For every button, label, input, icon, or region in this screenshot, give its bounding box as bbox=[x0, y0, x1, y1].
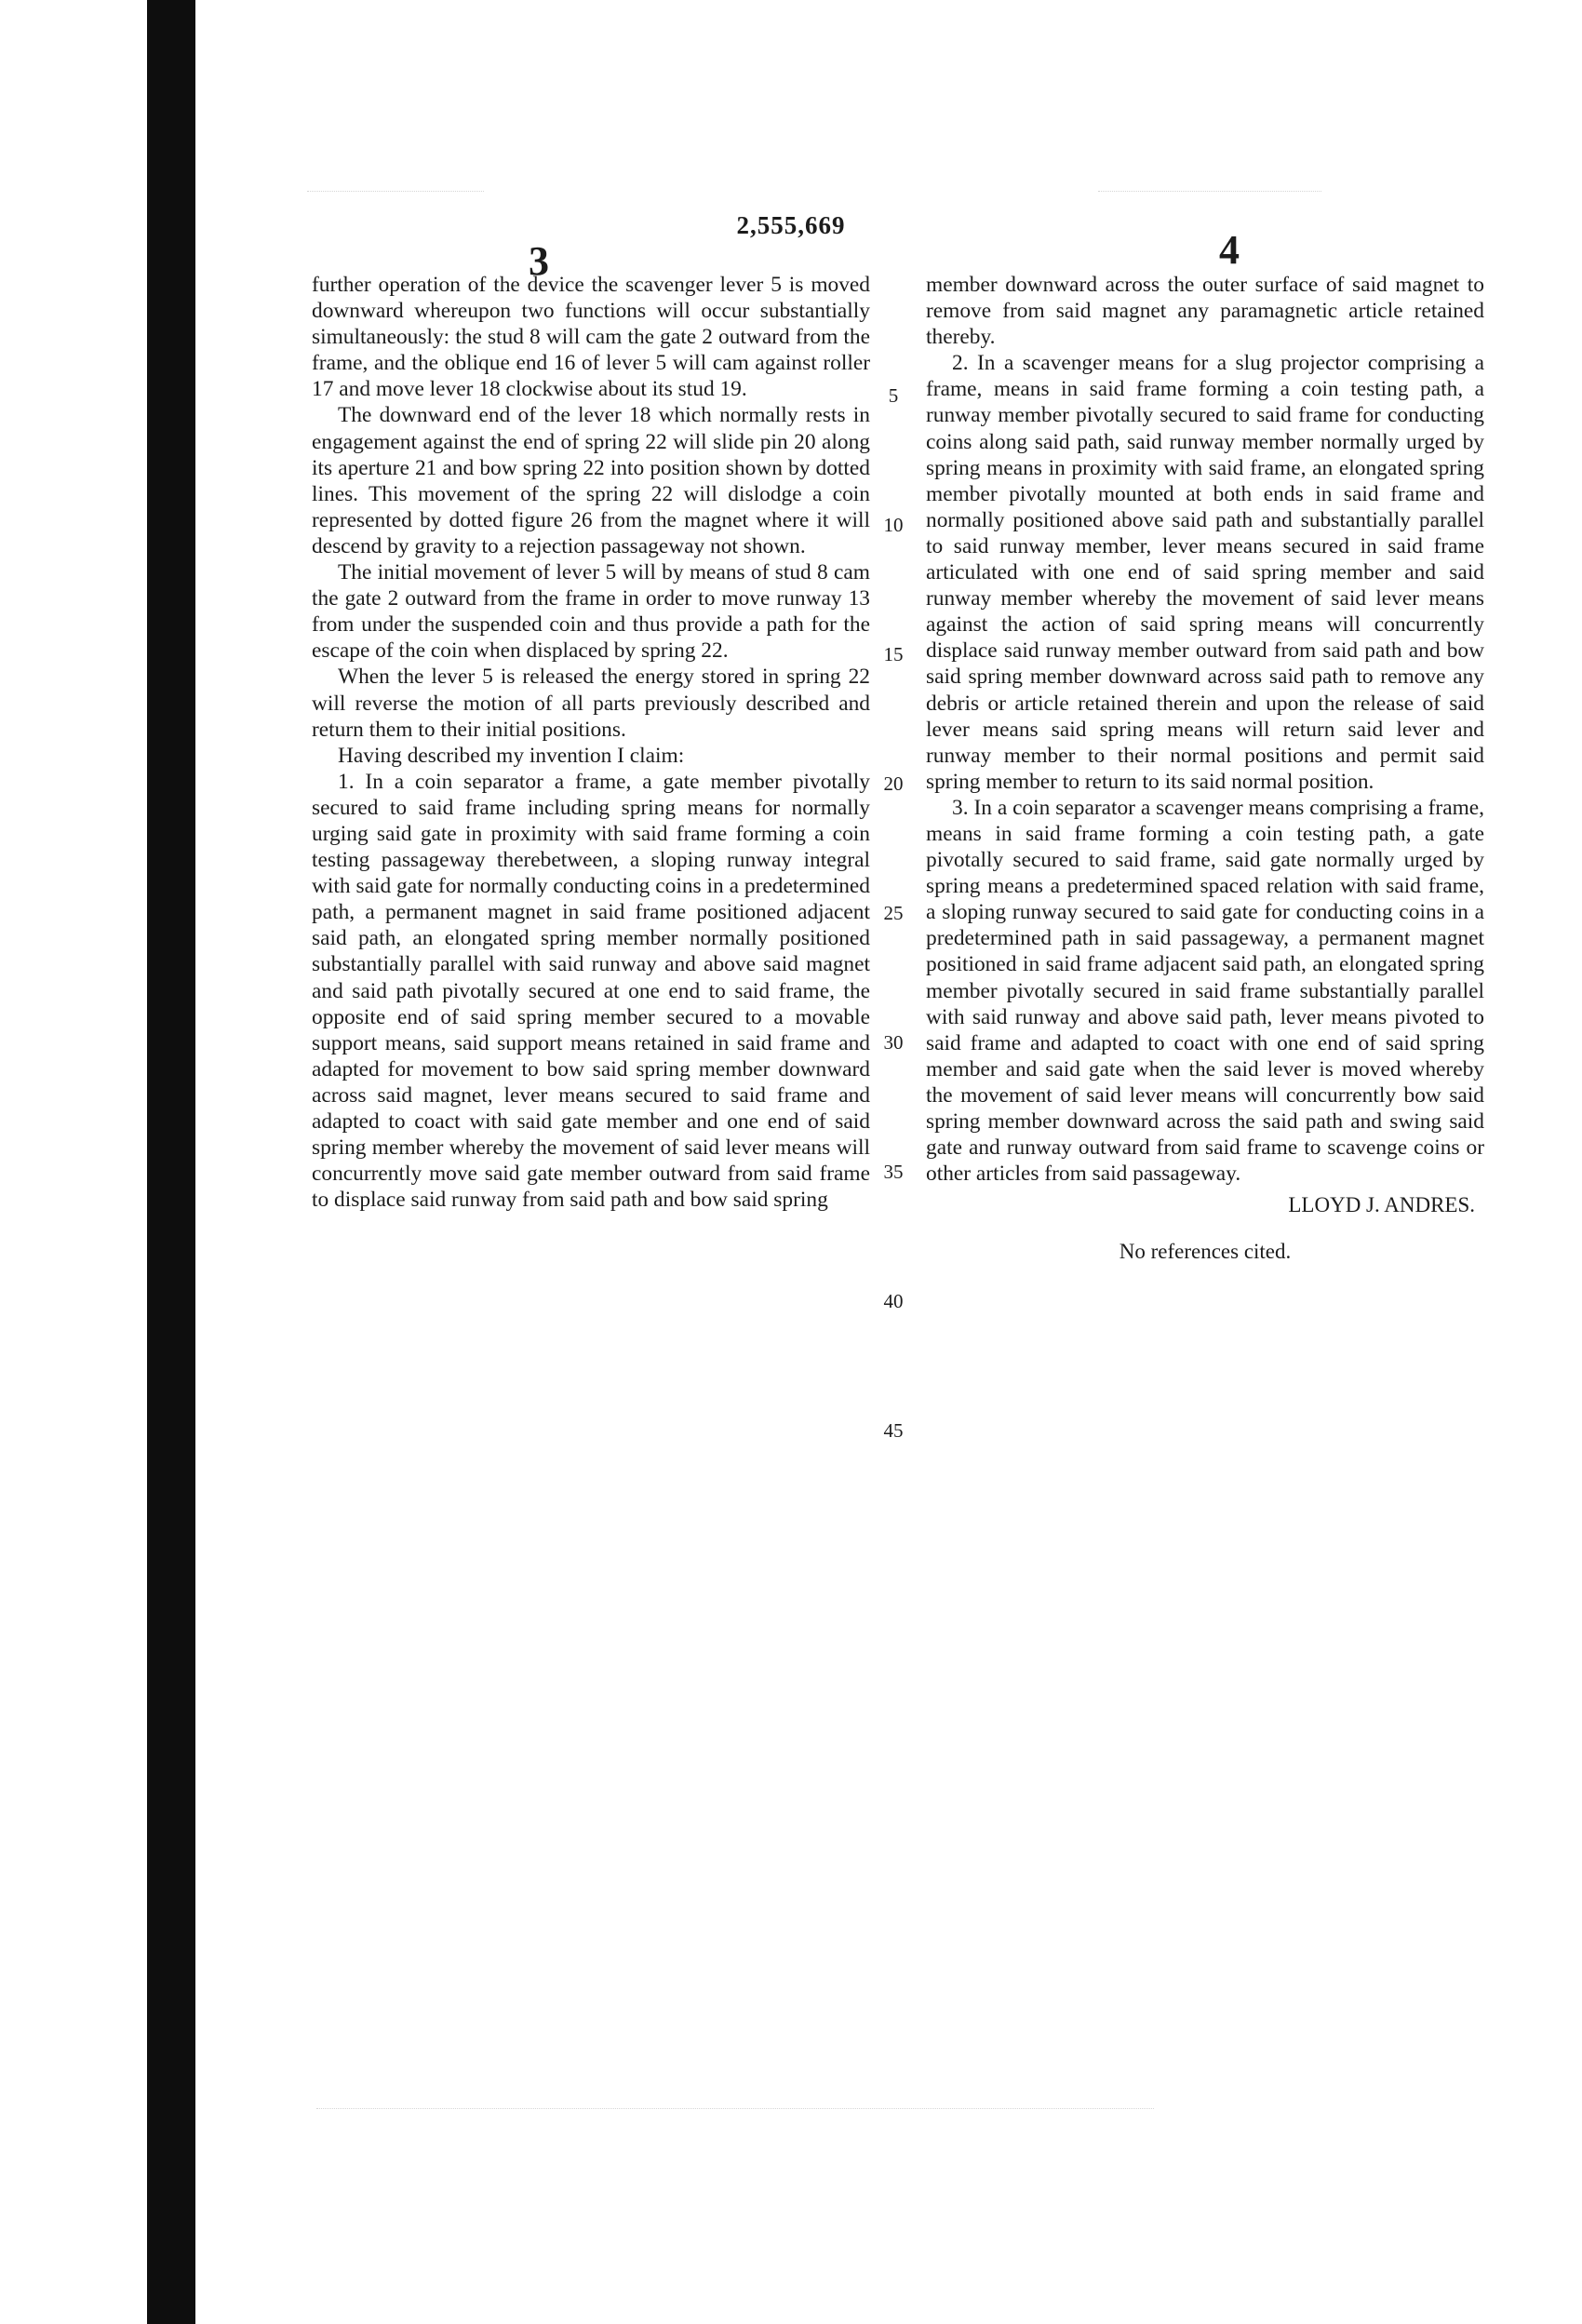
patent-number: 2,555,669 bbox=[736, 211, 846, 239]
scan-edge-bar bbox=[147, 0, 195, 2324]
scan-speckle bbox=[316, 2108, 1154, 2109]
paragraph: When the lever 5 is released the energy stored in spring 22 will reverse the motion of all parts previously described and return them to their initial positions. bbox=[312, 665, 870, 742]
paragraph: member downward across the outer surface of said magnet to remove from said magnet any paramagnetic article retained thereby. bbox=[926, 273, 1484, 350]
claim-1: 1. In a coin separator a frame, a gate member pivotally secured to said frame including spring means for normally urging said gate in proximity with said frame forming a coin testing passageway therebetween, a sloping runway integral with said gate for normally conducting coins in a predetermined path, a permanent magnet in said frame positioned adjacent said path, an elongated spring member normally positioned substantially parallel with said runway and above said magnet and said path pivotally secured at one end to said frame, the opposite end of said spring member secured to a movable support means, said support means retained in said frame and adapted for movement to bow said spring member downward across said magnet, lever means secured to said frame and adapted to coact with said gate member and one end of said spring member whereby the movement of said lever means will concurrently move said gate member outward from said frame to displace said runway from said path and bow said spring bbox=[312, 769, 870, 1213]
paragraph: The downward end of the lever 18 which normally rests in engagement against the end of spring 22 will slide pin 20 along its aperture 21 and bow spring 22 into position shown by dotted lines. This movement of the spring 22 will dislodge a coin represented by dotted figure 26 from the magnet where it will descend by gravity to a rejection passageway not shown. bbox=[312, 403, 870, 558]
line-number: 5 bbox=[888, 384, 899, 407]
references-note: No references cited. bbox=[1119, 1240, 1292, 1264]
scan-speckle bbox=[1098, 191, 1321, 192]
line-number: 35 bbox=[883, 1161, 904, 1183]
right-column bbox=[926, 272, 1484, 1265]
paragraph: The initial movement of lever 5 will by means of stud 8 cam the gate 2 outward from the frame in order to move runway 13 from under the suspended coin and thus provide a path for the escape of the coin when displaced by spring 22. bbox=[312, 560, 870, 664]
line-number: 20 bbox=[883, 772, 904, 795]
line-number: 30 bbox=[883, 1031, 904, 1054]
line-number: 10 bbox=[883, 514, 904, 536]
line-number: 25 bbox=[883, 902, 904, 924]
scan-speckle bbox=[307, 191, 484, 192]
inventor-signature: LLOYD J. ANDRES. bbox=[1288, 1193, 1475, 1217]
line-number: 40 bbox=[883, 1290, 904, 1312]
claim-3: 3. In a coin separator a scavenger means comprising a frame, means in said frame forming a coin testing path, a gate pivotally secured to said frame, said gate normally urged by spring means a predetermined spaced relation with said frame, a sloping runway secured to said gate for conducting coins in a predetermined path in said passageway, a permanent magnet positioned in said frame adjacent said path, an elongated spring member pivotally secured in said frame substantially parallel with said runway and above said path, lever means pivoted to said frame and adapted to coact with one end of said spring member and said gate when the said lever is moved whereby the movement of said lever means will concurrently bow said spring member downward across the said path and swing said gate and runway outward from said frame to scavenge coins or other articles from said passageway. bbox=[926, 795, 1484, 1187]
line-number: 15 bbox=[883, 643, 904, 665]
right-page-number: 4 bbox=[1219, 227, 1240, 273]
claims-intro: Having described my invention I claim: bbox=[338, 743, 685, 768]
left-page-number: 3 bbox=[529, 238, 549, 284]
line-number: 45 bbox=[883, 1419, 904, 1442]
paragraph: further operation of the device the scavenger lever 5 is moved downward whereupon two functions will occur substantially simultaneously: the stud 8 will cam the gate 2 outward from the frame, and the oblique end 16 of lever 5 will cam against roller 17 and move lever 18 clockwise about its stud 19. bbox=[312, 273, 870, 402]
claim-2: 2. In a scavenger means for a slug projector comprising a frame, means in said frame forming a coin testing path, a runway member pivotally secured to said frame for conducting coins along said path, said runway member normally urged by spring means in proximity with said frame, an elongated spring member pivotally mounted at both ends in said frame and normally positioned above said path and substantially parallel to said runway member, lever means secured in said frame articulated with one end of said spring member and said runway member whereby the movement of said lever means against the action of said spring means will concurrently displace said runway member outward from said path and bow said spring member downward across said path to remove any debris or article retained therein and upon the release of said lever means said spring means will return said lever and runway member to their normal positions and permit said spring member to return to its said normal position. bbox=[926, 351, 1484, 794]
left-column bbox=[312, 272, 870, 1213]
